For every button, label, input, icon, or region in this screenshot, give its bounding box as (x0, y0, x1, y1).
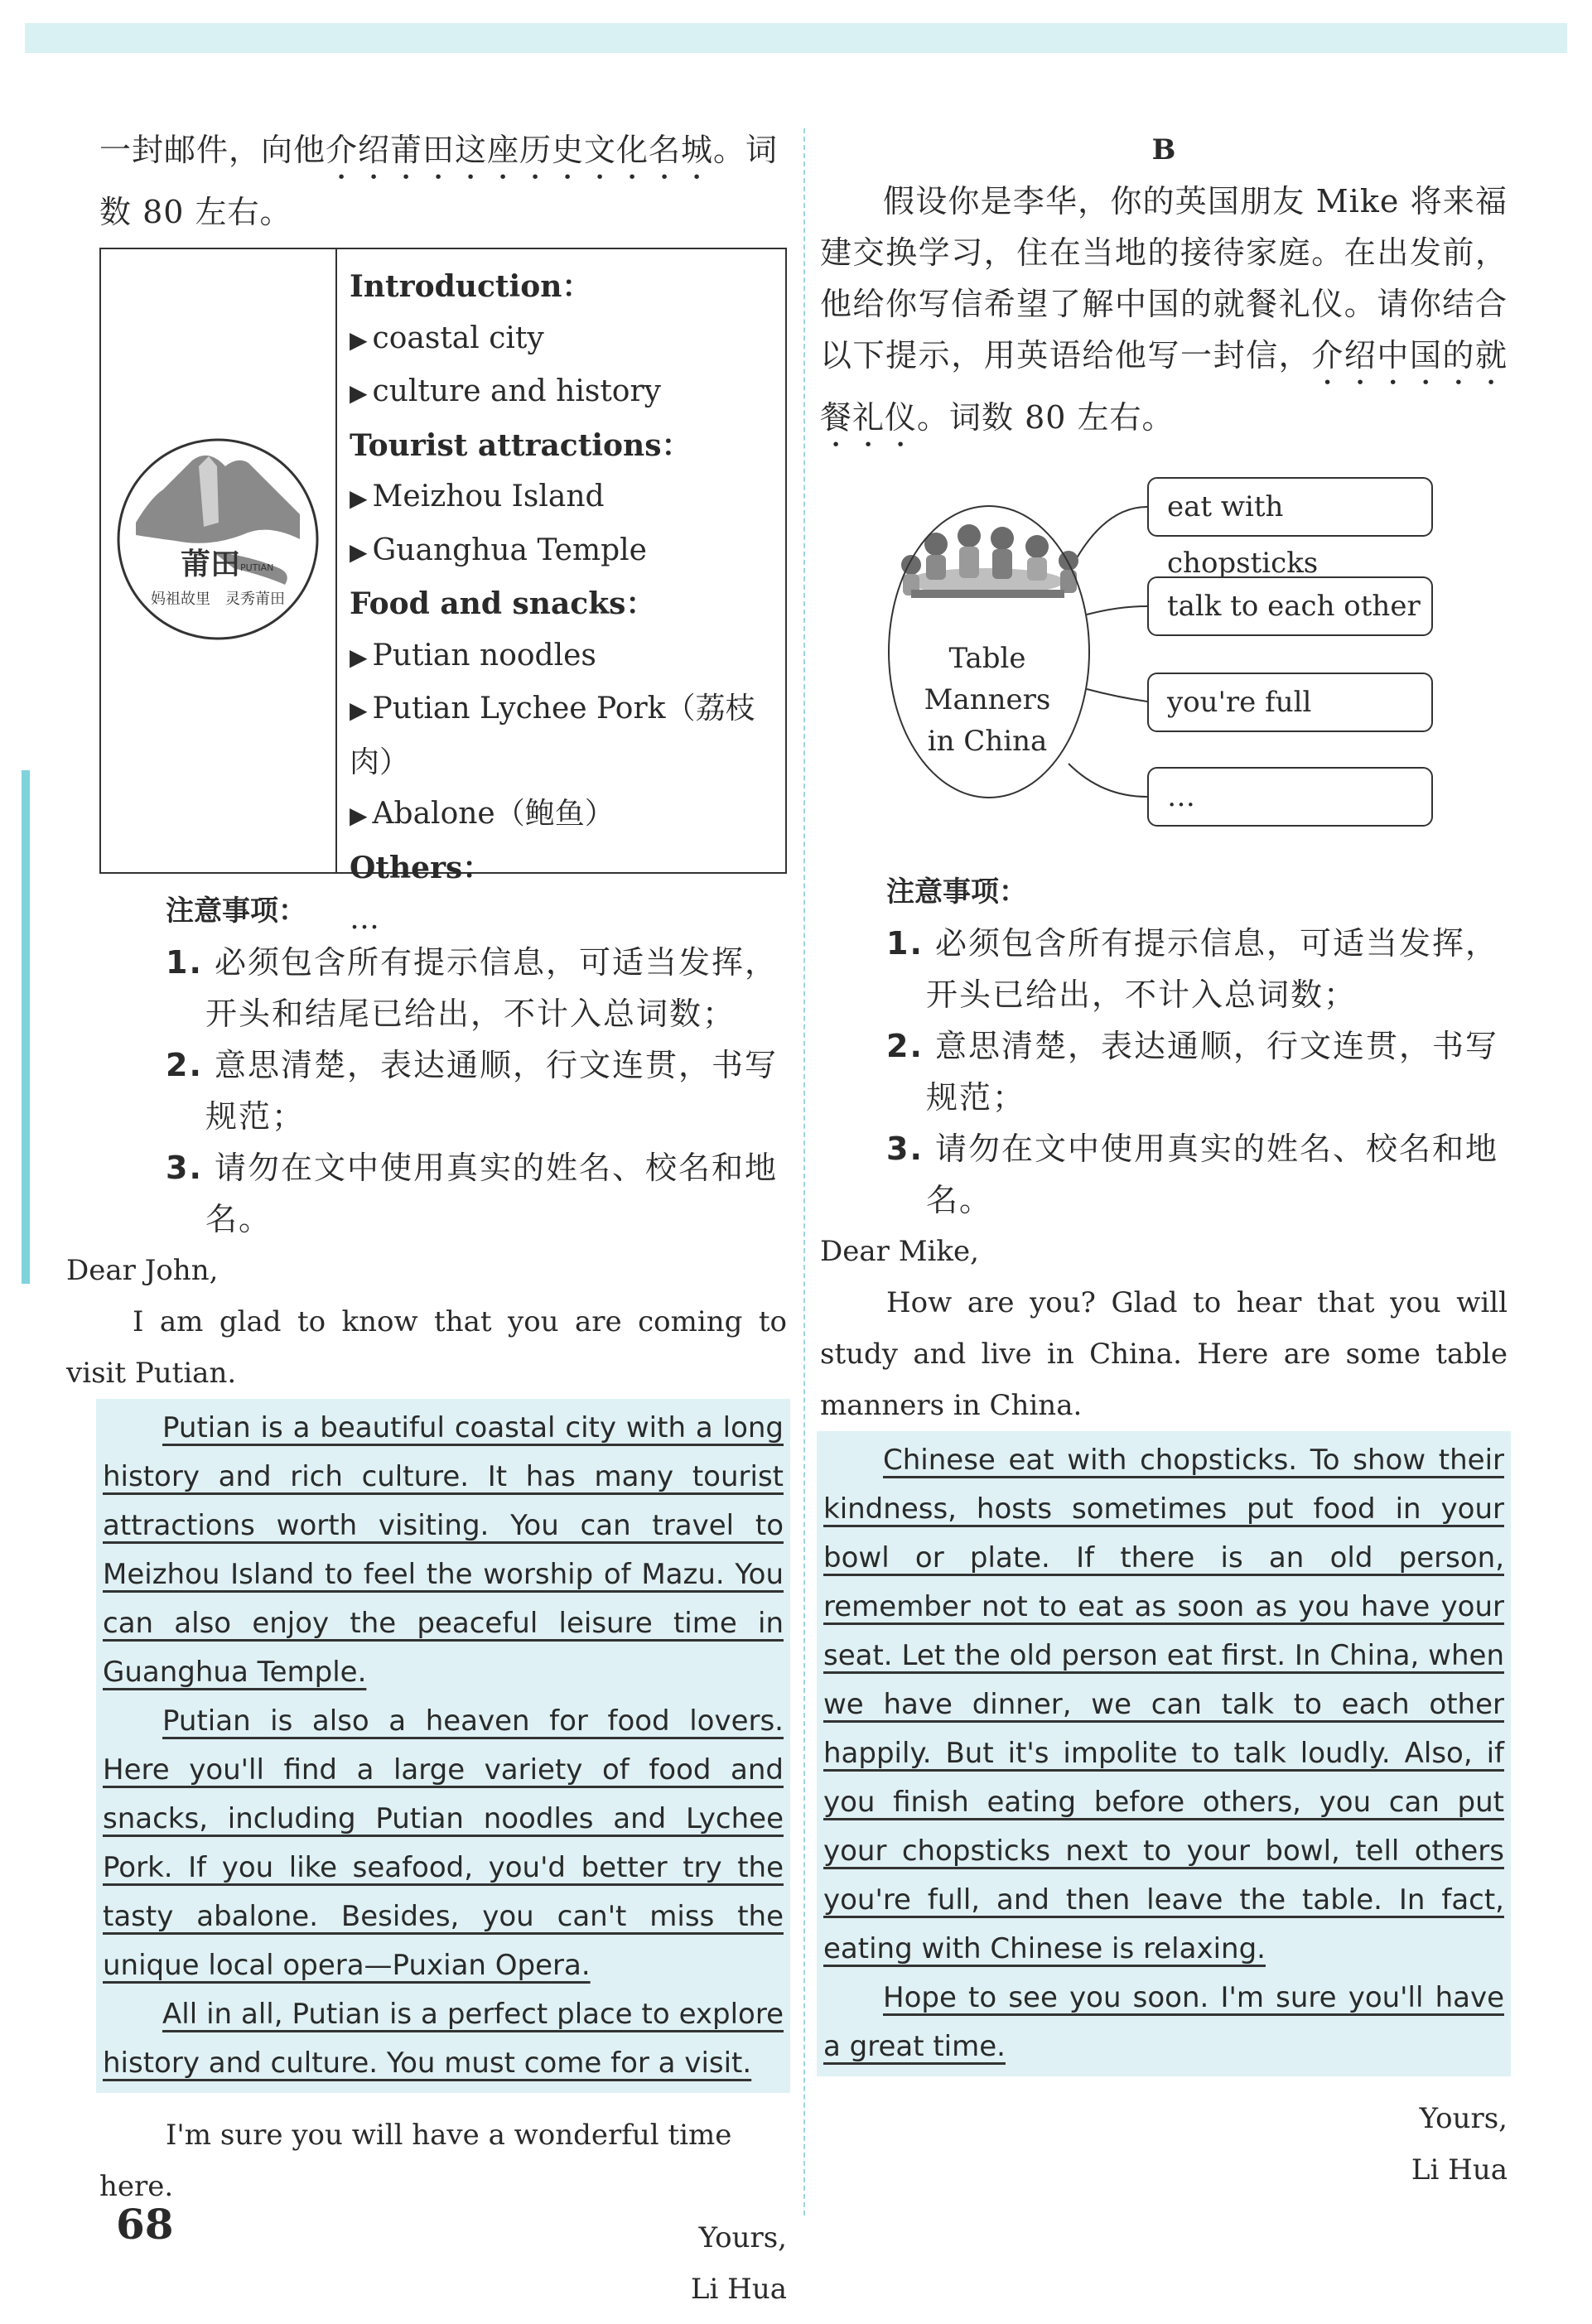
center-label-line: Table (948, 642, 1026, 675)
info-ellipsis: … (350, 902, 379, 936)
center-label-line: Manners (924, 683, 1051, 716)
hint-box: you're full (1147, 673, 1433, 732)
info-heading-attractions: Tourist attractions： (350, 427, 692, 463)
center-label (888, 638, 1087, 762)
essay-paragraph: Chinese eat with chopsticks. To show their kindness, hosts sometimes put food in your bowl or plate. If there is an old person, remember not to eat as soon as you have your seat. Let the old person eat first. In China, when we have dinner, we can talk to each other happily. But it's impolite to talk loudly. Also, if you finish eating before others, you can put your chopsticks next to your bowl, tell others you're full, and then leave the table. In fact, eating with Chinese is relaxing. (823, 1444, 1504, 1965)
prompt-text: 一封邮件，向他 (99, 132, 326, 168)
hint-box: talk to each other (1147, 576, 1433, 636)
prompt-text-end: 。词 (713, 132, 779, 168)
note-number: 1. (886, 925, 924, 962)
note-text: 请勿在文中使用真实的姓名、校名和地名。 (926, 1131, 1498, 1218)
right-column (820, 124, 1508, 2196)
info-heading-others: Others： (350, 850, 493, 885)
section-label: B (1151, 133, 1176, 166)
letter-closing: I'm sure you will have a wonderful time here. (99, 2119, 732, 2203)
note-number: 3. (886, 1131, 924, 1167)
note-item (99, 1039, 787, 1142)
column-divider (803, 128, 805, 2216)
note-item (99, 1142, 787, 1245)
info-item: ▶ Abalone（鲍鱼） (350, 788, 777, 842)
note-item (820, 918, 1508, 1020)
model-essay-a (96, 1399, 790, 2093)
essay-paragraph: Putian is also a heaven for food lovers. Here you'll find a large variety of food and snacks, including Putian noodles and Lychee Pork. If you like seafood, you'd better try the tasty abalone. Besides, you can't miss the unique local opera—Puxian Opera. (103, 1704, 784, 1982)
logo-chars: 莆田 (181, 547, 241, 581)
essay-paragraph: Hope to see you soon. I'm sure you'll have a great time. (823, 1981, 1504, 2063)
info-heading-food: Food and snacks： (350, 586, 656, 621)
task-a-prompt (99, 124, 787, 238)
note-item (99, 937, 787, 1039)
note-item (820, 1123, 1508, 1226)
note-text: 请勿在文中使用真实的姓名、校名和地名。 (205, 1150, 778, 1237)
letter-signature: Li Hua (690, 2273, 787, 2306)
letter-greeting: Dear Mike, (820, 1235, 979, 1268)
hint-box: eat with chopsticks (1147, 477, 1433, 537)
note-item (820, 1020, 1508, 1123)
letter-opening: How are you? Glad to hear that you will study and live in China. Here are some table manners in China. (820, 1286, 1508, 1422)
note-text: 必须包含所有提示信息，可适当发挥，开头已给出，不计入总词数； (926, 925, 1498, 1013)
logo-cell (101, 249, 337, 872)
putian-logo (101, 249, 335, 872)
left-column (66, 124, 787, 2315)
info-heading-introduction: Introduction： (350, 269, 592, 304)
note-number: 1. (166, 944, 203, 981)
top-header-band (25, 23, 1567, 53)
letter-greeting: Dear John, (66, 1254, 219, 1287)
letter-opening: I am glad to know that you are coming to visit Putian. (66, 1305, 787, 1390)
prompt-word-count: 数 80 左右。 (99, 194, 292, 230)
letter-signoff: Yours, (1419, 2102, 1508, 2135)
prompt-text-end: 。词数 80 左右。 (917, 399, 1175, 436)
task-b-prompt (820, 176, 1508, 454)
info-item: ▶ coastal city (350, 313, 777, 367)
logo-caption: 妈祖故里 灵秀莆田 (151, 591, 285, 608)
center-label-line: in China (927, 725, 1048, 758)
note-text: 意思清楚，表达通顺，行文连贯，书写规范； (205, 1047, 778, 1135)
info-item: ▶ Putian Lychee Pork（荔枝肉） (350, 683, 777, 788)
margin-color-strip (22, 770, 30, 1284)
note-text: 必须包含所有提示信息，可适当发挥，开头和结尾已给出，不计入总词数； (205, 944, 778, 1032)
essay-paragraph: All in all, Putian is a perfect place to explore history and culture. You must come for a visit. (103, 1998, 784, 2080)
prompt-emphasis: 介绍中国的就餐礼仪 (820, 337, 1508, 436)
info-item: ▶ Guanghua Temple (350, 525, 777, 579)
prompt-text: 假设你是李华，你的英国朋友 Mike 将来福建交换学习，住在当地的接待家庭。在出发前，他给你写信希望了解中国的就餐礼仪。请你结合以下提示，用英语给他写一封信， (820, 183, 1508, 374)
note-number: 2. (166, 1047, 203, 1083)
letter-signoff: Yours, (698, 2221, 787, 2254)
essay-paragraph: Putian is a beautiful coastal city with a long history and rich culture. It has many tourist attractions worth visiting. You can travel to Meizhou Island to feel the worship of Mazu. You can also enjoy the peaceful leisure time in Guanghua Temple. (103, 1411, 784, 1689)
info-list (350, 261, 777, 946)
letter-a (66, 1245, 787, 2315)
note-text: 意思清楚，表达通顺，行文连贯，书写规范； (926, 1028, 1498, 1116)
prompt-emphasis: 介绍莆田这座历史文化名城 (326, 132, 714, 168)
model-essay-b (817, 1431, 1511, 2076)
note-number: 3. (166, 1150, 203, 1186)
page-number: 68 (116, 2200, 174, 2249)
info-item: ▶ Putian noodles (350, 630, 777, 684)
letter-signature: Li Hua (1411, 2153, 1508, 2187)
notes-title: 注意事项： (886, 875, 1027, 909)
note-number: 2. (886, 1028, 924, 1064)
info-item: ▶ culture and history (350, 366, 777, 420)
hint-box: … (1147, 767, 1433, 827)
notes-title: 注意事项： (166, 894, 306, 928)
letter-b (820, 1226, 1508, 2196)
table-manners-diagram (820, 457, 1508, 855)
info-item: ▶ Meizhou Island (350, 471, 777, 525)
logo-sub: PUTIAN (240, 562, 274, 573)
